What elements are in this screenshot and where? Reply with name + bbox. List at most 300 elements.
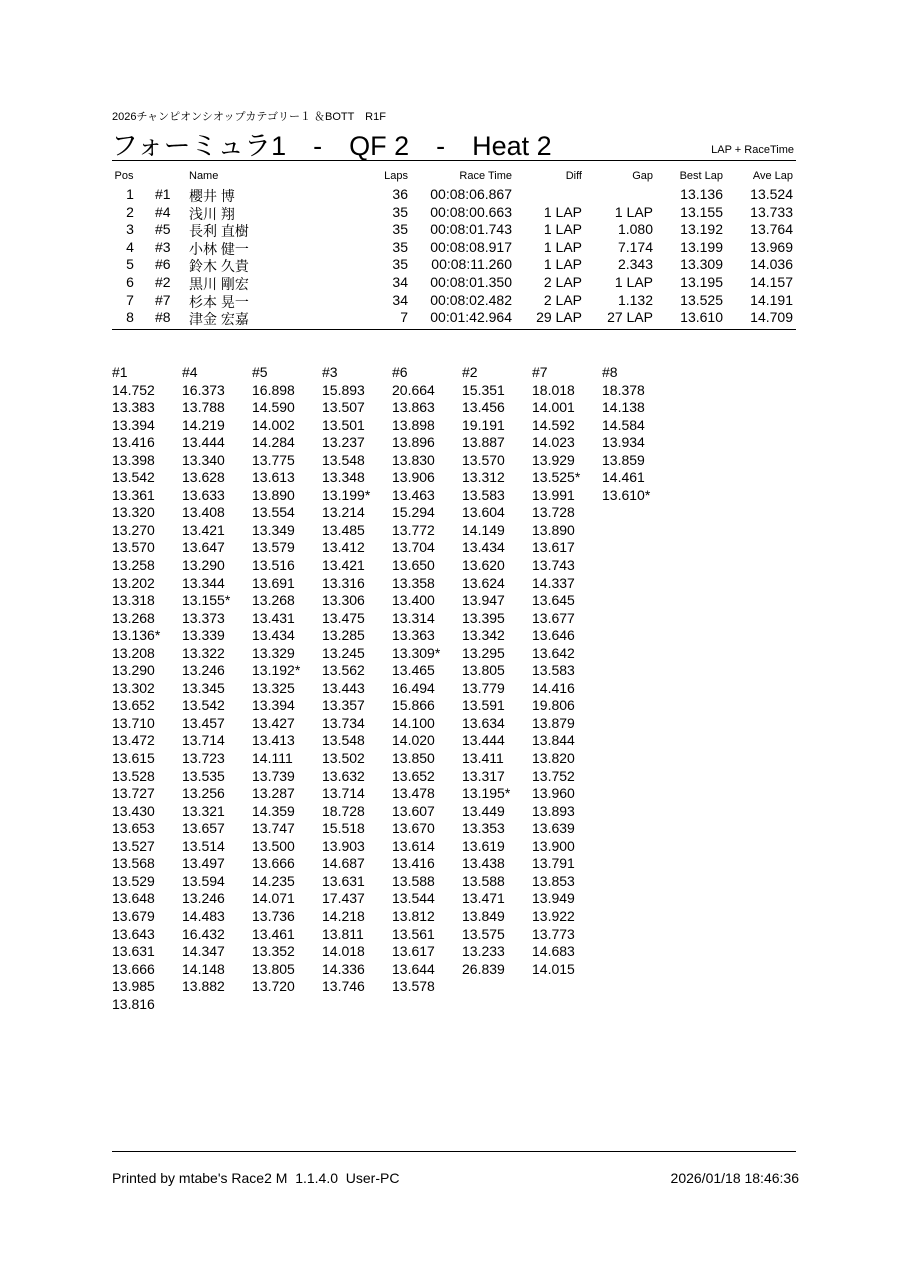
lap-time: 13.502 [322,750,365,767]
lap-time: 13.615 [112,750,155,767]
results-header-row [112,170,796,186]
lap-time: 14.235 [252,872,295,889]
lap-time: 19.191 [462,416,505,433]
lap-time: 14.284 [252,434,295,451]
lap-time: 13.714 [182,732,225,749]
lap-time: 13.268 [252,592,295,609]
lap-time: 13.516 [252,557,295,574]
lap-time: 13.345 [182,679,225,696]
lap-time: 13.471 [462,890,505,907]
lap-time: 13.318 [112,592,155,609]
lap-time: 14.001 [532,399,575,416]
result-laps: 35 [392,256,408,273]
result-gap: 2.343 [617,256,653,273]
lap-time: 14.584 [602,416,645,433]
lap-time: 14.015 [532,960,575,977]
lap-time: 13.863 [392,399,435,416]
lap-time: 13.648 [112,890,155,907]
lap-time: 15.866 [392,697,435,714]
result-laps: 7 [400,309,408,326]
lap-time: 13.548 [322,451,365,468]
result-pos: 1 [126,186,134,202]
lap-time: 13.578 [392,978,435,995]
result-name: 浅川 翔 [189,205,235,222]
header-divider [112,160,796,161]
lap-time: 13.617 [392,943,435,960]
lap-time: 16.373 [182,381,225,398]
result-num: #7 [155,291,171,308]
lap-time: 13.525* [532,469,581,486]
lap-time: 13.739 [252,767,295,784]
lap-time: 14.461 [602,469,645,486]
lap-time: 13.583 [532,662,575,679]
lap-time: 13.421 [182,521,225,538]
lap-time: 13.934 [602,434,645,451]
result-name: 小林 健一 [189,240,249,257]
lap-time: 13.893 [532,802,575,819]
lap-time: 13.723 [182,750,225,767]
result-race-time: 00:08:02.482 [430,291,512,308]
lap-time: 13.444 [462,732,505,749]
lap-time: 13.463 [392,486,435,503]
lap-time: 13.631 [322,872,365,889]
lap-time: 13.514 [182,837,225,854]
lap-time: 13.991 [532,486,575,503]
lap-time: 13.394 [252,697,295,714]
lap-time: 13.714 [322,785,365,802]
lap-time: 13.412 [322,539,365,556]
result-num: #4 [155,203,171,220]
lap-time: 13.472 [112,732,155,749]
lap-time: 14.149 [462,521,505,538]
lap-time: 13.528 [112,767,155,784]
lap-time: 13.245 [322,644,365,661]
lap-time: 13.652 [392,767,435,784]
lap-time: 13.632 [322,767,365,784]
lap-time: 13.325 [252,679,295,696]
lap-time: 13.642 [532,644,575,661]
lap-time: 19.806 [532,697,575,714]
lap-time: 13.791 [532,855,575,872]
lap-time: 13.903 [322,837,365,854]
lap-time: 13.199* [322,486,371,503]
lap-time: 13.329 [252,644,295,661]
result-row [112,239,796,257]
lap-time: 13.192* [252,662,301,679]
lap-time: 13.633 [182,486,225,503]
result-num: #3 [155,238,171,255]
lap-time: 13.617 [532,539,575,556]
lap-time: 13.620 [462,557,505,574]
result-row [112,256,796,274]
lap-time: 13.879 [532,714,575,731]
col-header-best-lap: Best Lap [679,170,723,182]
lap-time: 13.610* [602,486,651,503]
lap-time: 13.890 [532,521,575,538]
lap-time: 13.358 [392,574,435,591]
lap-time: 13.805 [462,662,505,679]
lap-time: 13.340 [182,451,225,468]
lap-column-car-number: #4 [182,364,198,380]
lap-time: 13.619 [462,837,505,854]
lap-time: 15.518 [322,820,365,837]
lap-time: 13.500 [252,837,295,854]
lap-time: 13.562 [322,662,365,679]
result-num: #5 [155,221,171,238]
lap-time: 14.416 [532,679,575,696]
result-best: 13.610 [680,309,723,326]
lap-time: 13.607 [392,802,435,819]
result-pos: 7 [126,291,134,308]
lap-time: 13.583 [462,486,505,503]
lap-column [532,364,602,1013]
result-row [112,274,796,292]
lap-time: 13.413 [252,732,295,749]
lap-time: 16.494 [392,679,435,696]
lap-time: 13.290 [182,557,225,574]
lap-time: 18.378 [602,381,645,398]
lap-time: 13.643 [112,925,155,942]
lap-time: 13.542 [182,697,225,714]
lap-time: 13.670 [392,820,435,837]
lap-time: 13.704 [392,539,435,556]
result-diff: 2 LAP [543,273,582,290]
timing-mode-label: LAP + RaceTime [711,144,794,156]
lap-time: 13.317 [462,767,505,784]
lap-column [602,364,672,1013]
col-header-laps: Laps [384,170,408,182]
lap-time: 13.208 [112,644,155,661]
result-row [112,186,796,204]
lap-time: 13.568 [112,855,155,872]
lap-time: 13.408 [182,504,225,521]
lap-time: 14.071 [252,890,295,907]
lap-time: 13.727 [112,785,155,802]
lap-time: 13.285 [322,627,365,644]
result-laps: 34 [392,291,408,308]
lap-time: 13.316 [322,574,365,591]
lap-time: 13.443 [322,679,365,696]
result-name: 櫻井 博 [189,188,235,204]
lap-time: 13.570 [112,539,155,556]
lap-time: 14.111 [252,750,293,767]
lap-time: 13.570 [462,451,505,468]
lap-time: 13.645 [532,592,575,609]
lap-time: 13.357 [322,697,365,714]
lap-time: 13.579 [252,539,295,556]
result-ave: 13.764 [750,221,793,238]
lap-time: 13.136* [112,627,161,644]
lap-time: 13.772 [392,521,435,538]
lap-time: 13.679 [112,907,155,924]
result-diff: 1 LAP [543,256,582,273]
lap-time: 13.647 [182,539,225,556]
lap-time: 13.214 [322,504,365,521]
lap-time: 13.591 [462,697,505,714]
lap-time: 13.657 [182,820,225,837]
printed-by: Printed by mtabe's Race2 M 1.1.4.0 User-PC [112,1170,400,1186]
lap-time: 13.320 [112,504,155,521]
lap-time: 13.898 [392,416,435,433]
lap-time: 13.457 [182,714,225,731]
lap-time: 13.775 [252,451,295,468]
lap-time: 13.416 [112,434,155,451]
lap-time: 13.691 [252,574,295,591]
lap-time: 13.449 [462,802,505,819]
lap-time: 18.018 [532,381,575,398]
lap-time: 13.736 [252,907,295,924]
lap-time: 13.416 [392,855,435,872]
lap-time: 13.624 [462,574,505,591]
lap-time: 13.256 [182,785,225,802]
results-table [112,170,796,327]
lap-time: 14.219 [182,416,225,433]
lap-time: 13.295 [462,644,505,661]
result-row [112,309,796,327]
lap-column-car-number: #5 [252,364,268,380]
lap-time: 13.613 [252,469,295,486]
lap-time: 13.287 [252,785,295,802]
lap-time: 13.237 [322,434,365,451]
lap-time: 13.614 [392,837,435,854]
lap-time: 13.812 [392,907,435,924]
lap-time: 16.432 [182,925,225,942]
lap-time: 13.195* [462,785,511,802]
lap-time: 13.788 [182,399,225,416]
lap-time: 13.430 [112,802,155,819]
result-pos: 5 [126,256,134,273]
lap-column [322,364,392,1013]
lap-time: 14.337 [532,574,575,591]
result-race-time: 00:08:01.350 [430,273,512,290]
col-header-pos: Pos [114,170,134,182]
result-pos: 8 [126,309,134,326]
result-diff: 2 LAP [543,291,582,308]
lap-time: 14.138 [602,399,645,416]
lap-time: 13.434 [252,627,295,644]
lap-time: 14.483 [182,907,225,924]
result-ave: 14.036 [750,256,793,273]
lap-time: 13.339 [182,627,225,644]
lap-time: 13.896 [392,434,435,451]
lap-time: 15.294 [392,504,435,521]
result-num: #1 [155,186,171,202]
result-pos: 3 [126,221,134,238]
lap-time: 13.588 [462,872,505,889]
result-num: #2 [155,273,171,290]
lap-time: 13.348 [322,469,365,486]
lap-time: 13.830 [392,451,435,468]
lap-time: 13.290 [112,662,155,679]
lap-time: 13.363 [392,627,435,644]
col-header-name: Name [189,170,219,182]
lap-time: 13.268 [112,609,155,626]
col-header-gap: Gap [632,170,653,182]
lap-time: 14.590 [252,399,295,416]
lap-time: 13.309* [392,644,441,661]
lap-time: 13.844 [532,732,575,749]
lap-time: 13.398 [112,451,155,468]
lap-time: 13.743 [532,557,575,574]
lap-time: 17.437 [322,890,365,907]
lap-time: 13.155* [182,592,231,609]
lap-time: 13.779 [462,679,505,696]
result-laps: 34 [392,273,408,290]
result-race-time: 00:08:11.260 [431,256,512,273]
lap-time: 15.893 [322,381,365,398]
result-gap: 1.080 [617,221,653,238]
lap-time: 13.344 [182,574,225,591]
lap-column [462,364,532,1013]
lap-time: 13.542 [112,469,155,486]
lap-time: 13.507 [322,399,365,416]
result-ave: 14.157 [750,273,793,290]
lap-time: 13.465 [392,662,435,679]
result-num: #6 [155,256,171,273]
lap-time: 13.666 [252,855,295,872]
lap-time: 13.644 [392,960,435,977]
lap-time: 13.906 [392,469,435,486]
lap-time: 13.890 [252,486,295,503]
result-row [112,221,796,239]
col-header-diff: Diff [565,170,582,182]
lap-time: 13.270 [112,521,155,538]
lap-time: 13.631 [112,943,155,960]
lap-time: 13.349 [252,521,295,538]
result-ave: 13.969 [750,238,793,255]
lap-time: 13.202 [112,574,155,591]
lap-time: 13.922 [532,907,575,924]
result-race-time: 00:08:01.743 [430,221,512,238]
lap-time: 14.018 [322,943,365,960]
lap-time: 13.949 [532,890,575,907]
result-best: 13.195 [680,273,723,290]
lap-times-table [112,364,672,1013]
lap-time: 13.646 [532,627,575,644]
lap-time: 13.805 [252,960,295,977]
lap-time: 13.373 [182,609,225,626]
result-laps: 35 [392,221,408,238]
lap-time: 13.634 [462,714,505,731]
lap-column-car-number: #8 [602,364,618,380]
lap-time: 13.258 [112,557,155,574]
printed-timestamp: 2026/01/18 18:46:36 [670,1170,799,1186]
lap-time: 13.929 [532,451,575,468]
lap-time: 14.020 [392,732,435,749]
result-gap: 1 LAP [614,273,653,290]
lap-time: 13.438 [462,855,505,872]
lap-column [112,364,182,1013]
result-name: 黒川 剛宏 [189,275,249,292]
lap-column-car-number: #7 [532,364,548,380]
result-best: 13.192 [680,221,723,238]
result-race-time: 00:01:42.964 [430,309,512,326]
results-divider [112,329,796,330]
lap-time: 13.246 [182,662,225,679]
result-pos: 4 [126,238,134,255]
lap-time: 13.594 [182,872,225,889]
result-ave: 13.733 [750,203,793,220]
lap-time: 13.773 [532,925,575,942]
result-pos: 2 [126,203,134,220]
lap-column-car-number: #3 [322,364,338,380]
lap-time: 13.947 [462,592,505,609]
lap-time: 13.746 [322,978,365,995]
result-row [112,204,796,222]
result-best: 13.199 [680,238,723,255]
page-title: フォーミュラ1 - QF 2 - Heat 2 [111,131,552,161]
lap-time: 14.359 [252,802,295,819]
result-best: 13.155 [680,203,723,220]
lap-column-car-number: #1 [112,364,128,380]
lap-time: 13.233 [462,943,505,960]
lap-time: 13.394 [112,416,155,433]
lap-time: 13.411 [462,750,504,767]
lap-time: 13.960 [532,785,575,802]
lap-time: 13.639 [532,820,575,837]
result-race-time: 00:08:08.917 [430,238,512,255]
result-race-time: 00:08:00.663 [430,203,512,220]
lap-time: 13.314 [392,609,435,626]
lap-time: 13.734 [322,714,365,731]
lap-time: 13.666 [112,960,155,977]
lap-time: 14.100 [392,714,435,731]
lap-time: 15.351 [462,381,505,398]
result-best: 13.309 [680,256,723,273]
lap-time: 13.677 [532,609,575,626]
lap-time: 13.501 [322,416,365,433]
lap-time: 13.427 [252,714,295,731]
result-name: 鈴木 久貴 [189,258,249,275]
lap-time: 13.747 [252,820,295,837]
lap-time: 13.653 [112,820,155,837]
lap-time: 16.898 [252,381,295,398]
result-laps: 35 [392,238,408,255]
lap-time: 13.306 [322,592,365,609]
col-header-race-time: Race Time [459,170,512,182]
lap-time: 13.816 [112,995,155,1012]
lap-time: 13.859 [602,451,645,468]
lap-column-car-number: #2 [462,364,478,380]
lap-time: 13.361 [112,486,155,503]
lap-column [392,364,462,1013]
lap-time: 13.811 [322,925,364,942]
lap-time: 13.544 [392,890,435,907]
result-name: 長利 直樹 [189,223,249,240]
lap-time: 13.497 [182,855,225,872]
lap-time: 13.561 [392,925,435,942]
lap-column-car-number: #6 [392,364,408,380]
result-name: 杉本 晃一 [189,293,249,310]
lap-time: 13.461 [252,925,295,942]
lap-time: 14.347 [182,943,225,960]
lap-time: 20.664 [392,381,435,398]
lap-time: 13.400 [392,592,435,609]
result-ave: 13.524 [750,186,793,202]
result-best: 13.136 [680,186,723,202]
lap-time: 13.302 [112,679,155,696]
col-header-ave-lap: Ave Lap [752,170,793,182]
lap-time: 13.478 [392,785,435,802]
result-name: 津金 宏嘉 [189,311,249,328]
lap-time: 14.336 [322,960,365,977]
lap-time: 13.887 [462,434,505,451]
lap-time: 13.882 [182,978,225,995]
result-diff: 1 LAP [543,221,582,238]
lap-time: 13.312 [462,469,505,486]
lap-time: 13.849 [462,907,505,924]
lap-time: 13.548 [322,732,365,749]
